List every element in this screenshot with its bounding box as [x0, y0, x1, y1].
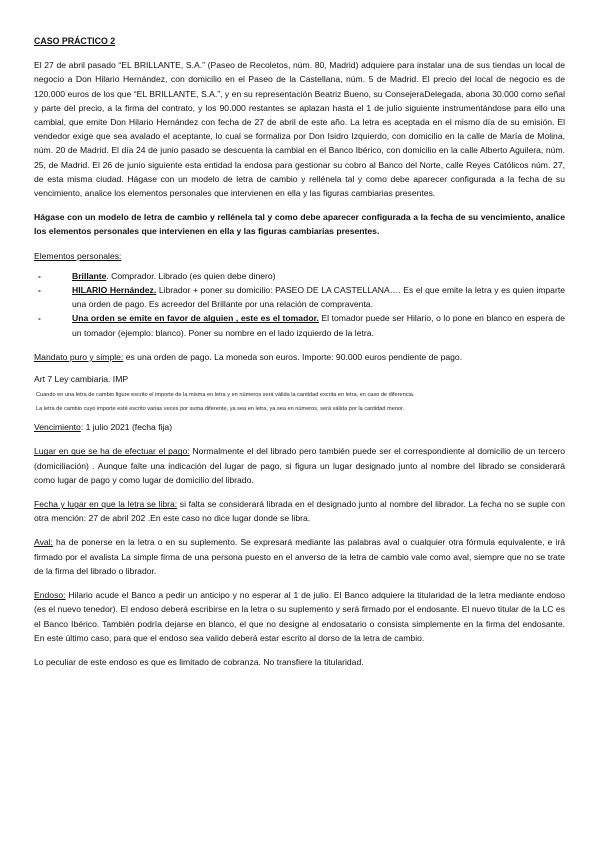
mandato-text: es una orden de pago. La moneda son euros. Importe: 90.000 euros pendiente de pago.	[123, 351, 463, 362]
endoso-text: Hilario acude el Banco a pedir un anticipo y no esperar al 1 de julio. El Banco adquiere la titularidad de la letra mediante endoso (es el nuevo tenedor). El endoso deberá escribirse en la letra o su suplemento y será firmado por el endosante. El nuevo titular de la LC es el Banco Ibérico. También podría dejarse en blanco, el que no designe al endosatario o consista simplemente en la firma del endosante. En este último caso, para que el endoso sea valido deberá estar escrito al dorso de la letra de cambio.	[34, 590, 565, 643]
vencimiento-label: Vencimiento	[34, 422, 81, 433]
list-item-text: Librador + poner su domicilio: PASEO DE LA CASTELLANA…. Es el que emite la letra y es quien imparte una orden de pago. Es acreedor del Brillante por una relación de compraventa.	[72, 285, 565, 310]
list-item-key: Brillante	[72, 270, 107, 281]
vencimiento-text: : 1 julio 2021 (fecha fija)	[80, 422, 173, 433]
list-item-text: El tomador puede ser Hilario, o lo pone en blanco en espera de un tomador (ejemplo: blanco). Poner su nombre en el lado izquierdo de la letra.	[72, 313, 565, 338]
list-item	[34, 269, 565, 283]
mandato-paragraph	[34, 350, 565, 364]
list-item-key: HILARIO Hernández.	[72, 285, 157, 296]
aval-label: Aval:	[34, 537, 53, 548]
list-item-key: Una orden se emite en favor de alguien , este es el tomador.	[72, 313, 319, 324]
lugar-pago-paragraph	[34, 444, 565, 487]
lugar-pago-label: Lugar en que se ha de efectuar el pago:	[34, 446, 190, 457]
lugar-pago-text: Normalmente el del librado pero también puede ser el correspondiente al domicilio de un tercero (domiciliación) . Aunque falte una indicación del lugar de pago, si figura un lugar designado junto al nombre del librado se considerará como lugar de pago y como lugar de domicilio del librado.	[34, 446, 566, 485]
list-dash: -	[38, 270, 41, 281]
personal-elements-heading: Elementos personales:	[34, 250, 122, 261]
peculiar-paragraph: Lo peculiar de este endoso es que es limitado de cobranza. No transfiere la titularidad.	[34, 656, 364, 667]
mandato-label: Mandato puro y simple:	[34, 351, 124, 362]
case-statement: El 27 de abril pasado “EL BRILLANTE, S.A.” (Paseo de Recoletos, núm. 80, Madrid) adquiere para instalar una de sus tiendas un local de negocio a Don Hilario Hernández, con domicilio en el Paseo de la Castellana, núm. 5 de Madrid. El precio del local de negocio es de 120.000 euros de los que “EL BRILLANTE, S.A.”, y en su representación Beatriz Bueno, su ConsejeraDelegada, abona 30.000 como señal y parte del precio, a la firma del contrato, y los 90.000 restantes se aplazan hasta el 1 de julio siguiente instrumentándose para ello una cambial, que emite Don Hilario Hernández con fecha de 27 de abril de este año. La letra es aceptada en el mismo día de su emisión. El vendedor exige que sea avalado el aceptante, lo cual se formaliza por Don Isidro Izquierdo, con domicilio en la calle de María de Molina, núm. 20 de Madrid. El día 24 de junio pasado se descuenta la cambial en el Banco Ibérico, con domicilio en la calle Alberto Aguilera, núm. 25, de Madrid. El 26 de junio siguiente esta entidad la endosa para gestionar su cobro al Banco del Norte, calle Reyes Católicos núm. 27, de esta misma ciudad. Hágase con un modelo de letra de cambio y rellénela tal y como debe aparecer configurada a la fecha de su vencimiento, analice los elementos personales que intervienen en ella y las figuras cambiarias presentes.	[34, 60, 565, 199]
article-reference: Art 7 Ley cambiaria. IMP	[34, 374, 129, 385]
list-item	[34, 283, 565, 311]
list-dash: -	[38, 285, 41, 296]
fecha-lugar-label: Fecha y lugar en que la letra se libra:	[34, 499, 178, 510]
case-title: CASO PRÁCTICO 2	[34, 36, 116, 46]
fecha-lugar-paragraph	[34, 497, 565, 525]
vencimiento-paragraph	[34, 420, 565, 434]
endoso-paragraph	[34, 588, 565, 645]
aval-paragraph	[34, 535, 565, 578]
aval-text: ha de ponerse en la letra o en su suplemento. Se expresará mediante las palabras aval o cualquier otra fórmula equivalente, e irá firmado por el avalista La simple firma de una persona puesto en el anverso de la letra de cambio vale como aval, siempre que no se trate de la firma del librado o librador.	[34, 537, 565, 576]
personal-elements-list	[34, 269, 565, 340]
list-item	[34, 311, 565, 339]
list-item-text: . Comprador. Librado (es quien debe dinero)	[106, 270, 276, 281]
endoso-label: Endoso:	[34, 590, 66, 601]
case-question: Hágase con un modelo de letra de cambio y rellénela tal y como debe aparecer configurada a la fecha de su vencimiento, analice los elementos personales que intervienen en ella y las figuras cambiarias presentes.	[34, 212, 565, 237]
list-dash: -	[38, 313, 41, 324]
article-note: Cuando en una letra de cambio figure escrito el importe de la misma en letra y en números será válida la cantidad escrita en letra, en caso de diferencia.	[36, 392, 415, 399]
article-note: La letra de cambio cuyo importe esté escrito varias veces por suma diferente, ya sea en letra, ya sea en números, será válida por la cantidad menor.	[36, 406, 405, 413]
fecha-lugar-text: si falta se considerará librada en el designado junto al nombre del librador. La fecha no se suple con otra mención: 27 de abril 202 .En este caso no dice lugar donde se libra.	[34, 499, 565, 524]
